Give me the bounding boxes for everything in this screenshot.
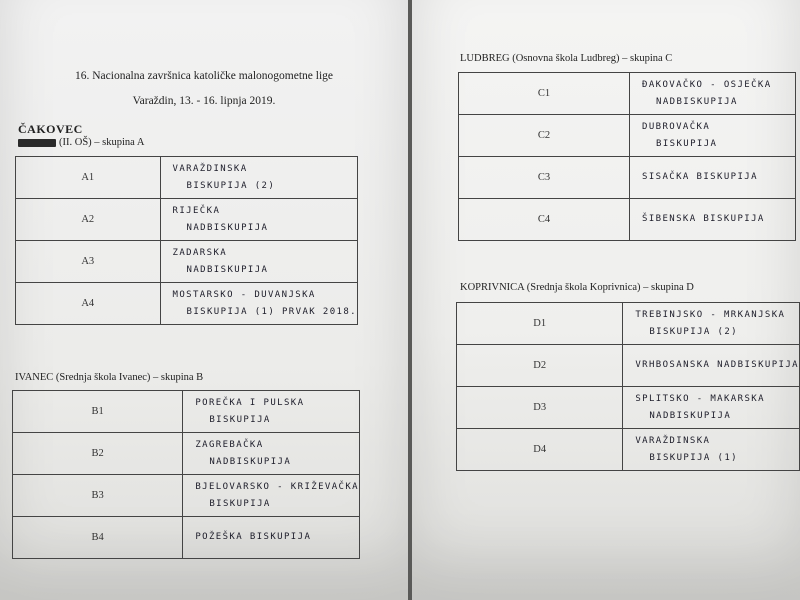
team-name-handwritten [623,345,800,387]
team-name-line1: SISAČKA BISKUPIJA [642,172,758,182]
group-c-title: LUDBREG (Osnovna škola Ludbreg) – skupina C [460,53,673,64]
group-a-row [16,199,358,241]
group-b-row [13,391,360,433]
group-b-title: IVANEC (Srednja škola Ivanec) – skupina B [15,372,204,383]
group-d-title: KOPRIVNICA (Srednja škola Koprivnica) – skupina D [460,282,694,293]
group-b-row [13,475,360,517]
right-page [412,0,800,600]
team-name-line2: BISKUPIJA (2) [186,180,276,191]
team-name-handwritten [160,199,357,241]
group-code: A3 [16,241,161,283]
group-code: A4 [16,283,161,325]
group-code: D1 [457,303,623,345]
team-name-handwritten [623,303,800,345]
team-name-handwritten [630,73,796,115]
team-name-line1: DUBROVAČKA [642,121,711,132]
event-date: Varaždin, 13. - 16. lipnja 2019. [132,95,276,107]
team-name-handwritten [630,115,796,157]
team-name-line2: NADBISKUPIJA [656,96,738,107]
team-name-line1: VRHBOSANSKA NADBISKUPIJA [635,360,799,370]
group-a-row [16,241,358,283]
group-code: B4 [13,517,183,559]
team-name-line1: BJELOVARSKO - KRIŽEVAČKA [195,481,359,492]
team-name-line2: BISKUPIJA [209,498,271,509]
group-code: C2 [459,115,630,157]
team-name-handwritten [623,429,800,471]
group-c-row [459,199,796,241]
team-name-handwritten [160,157,357,199]
team-name-line1: VARAŽDINSKA [172,163,248,174]
group-code: D2 [457,345,623,387]
team-name-line2: BISKUPIJA (1) [649,452,738,463]
group-c-row [459,73,796,115]
group-a-title [18,137,144,148]
team-name-handwritten [183,517,360,559]
group-code: C3 [459,157,630,199]
team-name-line1: ZAGREBAČKA [195,439,264,450]
group-c-row [459,157,796,199]
team-name-line2: BISKUPIJA (2) [649,326,738,337]
team-name-line1: ĐAKOVAČKO - OSJEČKA [642,79,772,90]
group-code: B2 [13,433,183,475]
team-name-line1: SPLITSKO - MAKARSKA [635,393,765,404]
group-b-table [12,390,360,559]
group-b-row [13,433,360,475]
group-code: C1 [459,73,630,115]
team-name-line2: BISKUPIJA [656,138,718,149]
team-name-line1: VARAŽDINSKA [635,435,711,446]
team-name-line2: BISKUPIJA [209,414,271,425]
team-name-handwritten [183,475,360,517]
team-name-line2: BISKUPIJA (1) PRVAK 2018. [186,306,357,317]
team-name-line1: ZADARSKA [172,247,228,258]
event-title: 16. Nacionalna završnica katoličke malonogometne lige [74,70,333,82]
team-name-line2: NADBISKUPIJA [186,222,269,233]
team-name-handwritten [630,199,796,241]
team-name-handwritten [160,283,357,325]
team-name-handwritten [623,387,800,429]
group-c-table [458,72,796,241]
team-name-line1: RIJEČKA [172,205,221,216]
team-name-line1: TREBINJSKO - MRKANJSKA [635,309,786,320]
group-code: D4 [457,429,623,471]
team-name-handwritten [160,241,357,283]
group-a-row [16,283,358,325]
group-d-row [457,345,800,387]
redaction-mark [18,139,56,147]
group-a-title-text: (II. OŠ) – skupina A [59,137,145,148]
group-c-row [459,115,796,157]
group-code: B3 [13,475,183,517]
team-name-line1: MOSTARSKO - DUVANJSKA [172,289,316,300]
team-name-line1: POREČKA I PULSKA [195,397,305,408]
team-name-line2: NADBISKUPIJA [209,456,292,467]
team-name-handwritten [630,157,796,199]
group-b-row [13,517,360,559]
team-name-line2: NADBISKUPIJA [186,264,269,275]
group-d-row [457,387,800,429]
team-name-handwritten [183,433,360,475]
group-code: C4 [459,199,630,241]
team-name-line1: POŽEŠKA BISKUPIJA [195,532,312,542]
team-name-line2: NADBISKUPIJA [649,410,732,421]
group-d-row [457,303,800,345]
group-code: A1 [16,157,161,199]
group-code: B1 [13,391,183,433]
group-code: D3 [457,387,623,429]
group-a-table [15,156,358,325]
team-name-line1: ŠIBENSKA BISKUPIJA [642,214,765,224]
group-d-table [456,302,800,471]
group-d-row [457,429,800,471]
team-name-handwritten [183,391,360,433]
group-code: A2 [16,199,161,241]
group-a-city-handwritten: ČAKOVEC [18,122,83,136]
group-a-row [16,157,358,199]
